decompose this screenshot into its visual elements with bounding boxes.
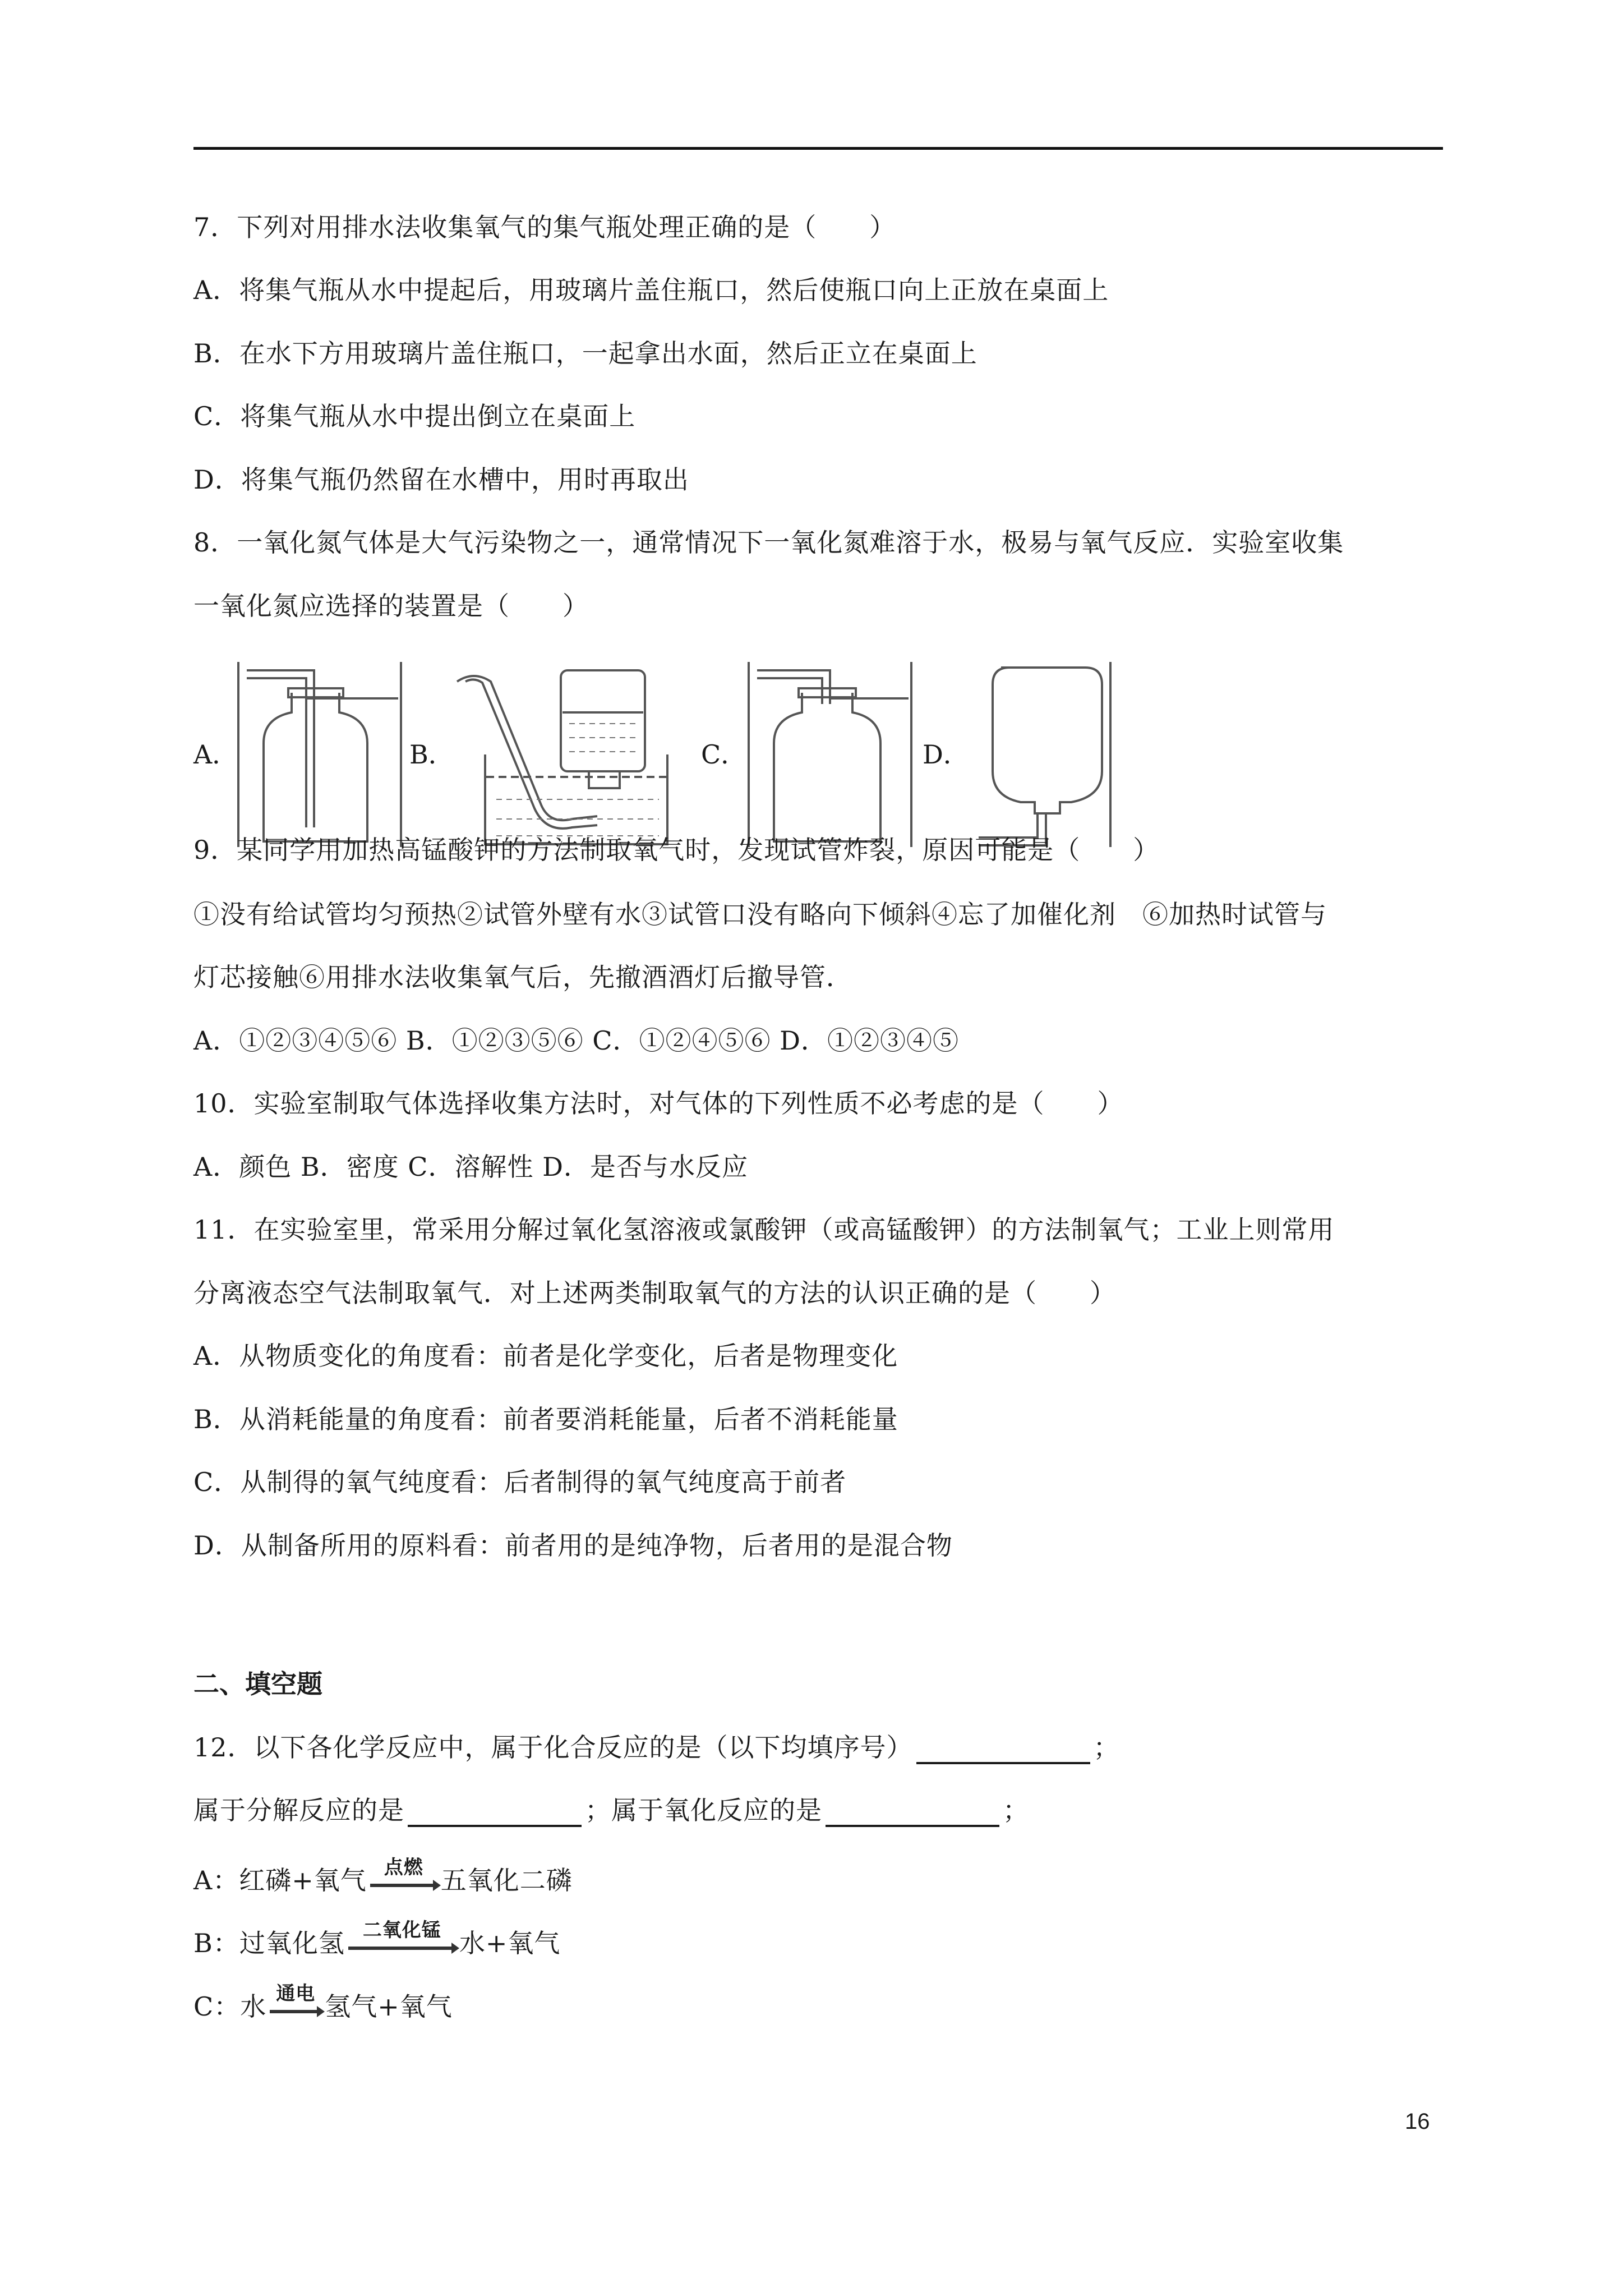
reaction-a-condition: 点燃: [384, 1856, 423, 1879]
q8-stem-line2: 一氧化氮应选择的装置是（ ）: [193, 591, 589, 621]
q12-line2-end: ；: [1003, 1795, 1029, 1825]
reaction-b-label: B：: [193, 1928, 239, 1958]
reaction-c-arrow: [268, 1983, 324, 2022]
reaction-c-condition: 通电: [276, 1982, 316, 2005]
page-number: 16: [1405, 2109, 1430, 2134]
answer-blank-decomposition[interactable]: [408, 1800, 582, 1827]
q11-option-d: D．从制备所用的原料看：前者用的是纯净物，后者用的是混合物: [193, 1530, 953, 1561]
q9-items-line2: 灯芯接触⑥用排水法收集氧气后，先撤酒酒灯后撤导管．: [193, 962, 852, 992]
q11-option-a: A．从物质变化的角度看：前者是化学变化，后者是物理变化: [193, 1341, 898, 1371]
q10-stem: 10．实验室制取气体选择收集方法时，对气体的下列性质不必考虑的是（ ）: [193, 1088, 1124, 1119]
q8-option-a-label: A．: [193, 739, 238, 770]
arrow-icon: [348, 1947, 456, 1950]
section-title: 二、填空题: [193, 1669, 322, 1699]
arrow-icon: [270, 2010, 321, 2013]
q12-oxidation-label: ；属于氧化反应的是: [585, 1795, 822, 1825]
q12-stem-end: ；: [1093, 1732, 1120, 1763]
q8-option-c-label: C．: [701, 739, 747, 770]
reaction-b-condition: 二氧化锰: [362, 1919, 441, 1941]
q8-option-b-label: B．: [409, 739, 454, 770]
apparatus-d-figure: [967, 659, 1124, 850]
apparatus-b-figure: [451, 665, 676, 855]
answer-blank-combination[interactable]: [916, 1737, 1090, 1764]
q7-option-c: C．将集气瓶从水中提出倒立在桌面上: [193, 401, 636, 431]
apparatus-c-figure: [746, 659, 914, 850]
q7-option-b: B．在水下方用玻璃片盖住瓶口，一起拿出水面，然后正立在桌面上: [193, 338, 978, 369]
q8-stem-line1: 8．一氧化氮气体是大气污染物之一，通常情况下一氧化氮难溶于水，极易与氧气反应．实验室收集: [193, 527, 1344, 558]
reaction-b-products: 水+氧气: [459, 1928, 561, 1958]
q9-items-line1: ①没有给试管均匀预热②试管外壁有水③试管口没有略向下倾斜④忘了加催化剂 ⑥加热时试管与: [193, 899, 1327, 930]
reaction-c-label: C：: [193, 1991, 241, 2022]
reaction-a-arrow: [368, 1857, 440, 1896]
q11-option-c: C．从制得的氧气纯度看：后者制得的氧气纯度高于前者: [193, 1467, 847, 1497]
reaction-c-reactants: 水: [240, 1991, 267, 2022]
reaction-a-reactants: 红磷+氧气: [239, 1865, 367, 1895]
reaction-a: [193, 1857, 573, 1897]
reaction-b: [193, 1920, 560, 1960]
q11-stem-line2: 分离液态空气法制取氧气．对上述两类制取氧气的方法的认识正确的是（ ）: [193, 1278, 1116, 1308]
q12-stem: 12．以下各化学反应中，属于化合反应的是（以下均填序号）: [193, 1732, 913, 1763]
q9-stem: 9．某同学用加热高锰酸钾的方法制取氧气时，发现试管炸裂，原因可能是（ ）: [193, 835, 1160, 865]
q11-option-b: B．从消耗能量的角度看：前者要消耗能量，后者不消耗能量: [193, 1404, 898, 1434]
q12-decomposition-label: 属于分解反应的是: [193, 1795, 404, 1825]
reaction-c: [193, 1983, 453, 2023]
reaction-c-products: 氢气+氧气: [325, 1991, 453, 2022]
arrow-icon: [370, 1884, 437, 1887]
q12-line1: [193, 1731, 1120, 1764]
reaction-a-products: 五氧化二磷: [440, 1865, 573, 1895]
q7-stem: 7．下列对用排水法收集氧气的集气瓶处理正确的是（ ）: [193, 212, 896, 242]
q7-option-a: A．将集气瓶从水中提起后，用玻璃片盖住瓶口，然后使瓶口向上正放在桌面上: [193, 275, 1109, 305]
q9-options: A．①②③④⑤⑥ B．①②③⑤⑥ C．①②④⑤⑥ D．①②③④⑤: [193, 1025, 959, 1056]
reaction-b-reactants: 过氧化氢: [239, 1928, 345, 1958]
reaction-a-label: A：: [193, 1865, 239, 1895]
header-rule: [193, 147, 1443, 150]
q10-options: A．颜色 B．密度 C．溶解性 D．是否与水反应: [193, 1152, 748, 1182]
answer-blank-oxidation[interactable]: [826, 1800, 999, 1827]
q8-option-d-label: D．: [923, 739, 969, 770]
q11-stem-line1: 11．在实验室里，常采用分解过氧化氢溶液或氯酸钾（或高锰酸钾）的方法制氧气；工业上则常用: [193, 1214, 1335, 1245]
apparatus-a-figure: [236, 659, 404, 850]
q12-line2: [193, 1793, 1029, 1827]
q7-option-d: D．将集气瓶仍然留在水槽中，用时再取出: [193, 464, 689, 495]
reaction-b-arrow: [346, 1920, 458, 1959]
